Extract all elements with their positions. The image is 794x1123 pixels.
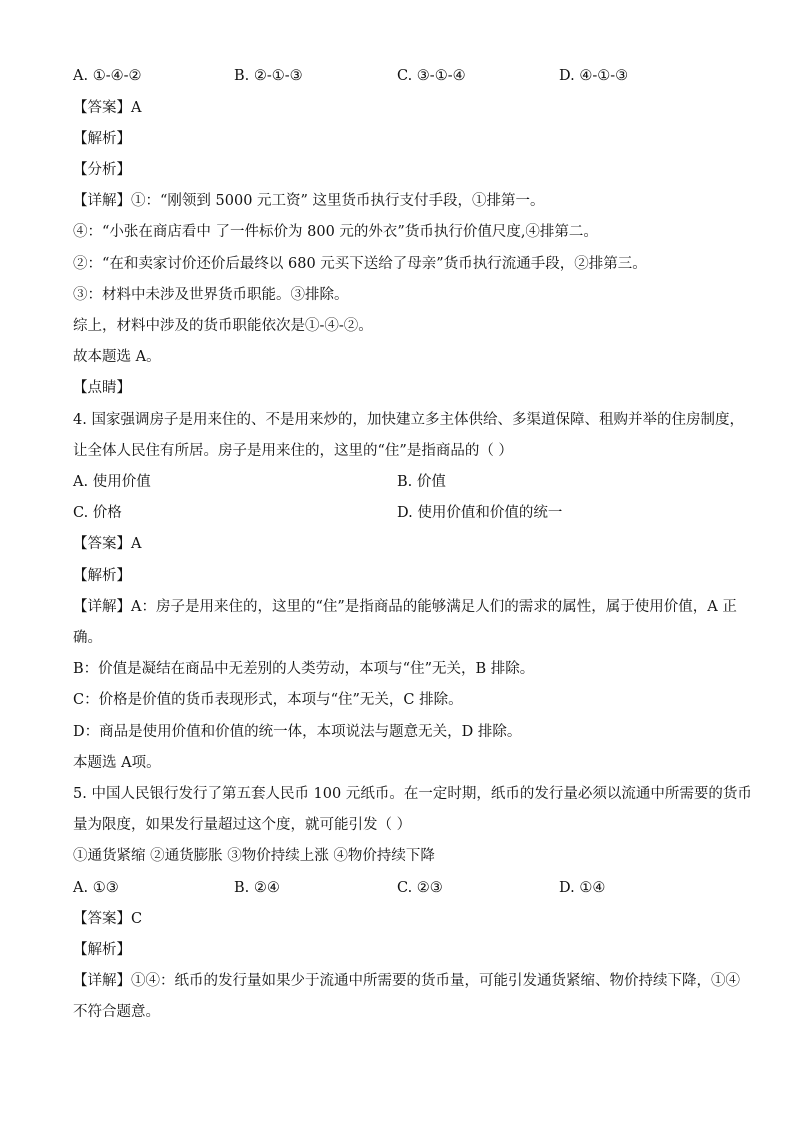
- q4-detail-line: 【详解】A：房子是用来住的，这里的“住”是指商品的能够满足人们的需求的属性，属于使用价值，A 正: [73, 599, 737, 615]
- q4-option-b: B. 价值: [397, 474, 446, 490]
- q5-detail-line: 【详解】①④：纸币的发行量如果少于流通中所需要的货币量，可能引发通货紧缩、物价持续下降，①④: [73, 973, 740, 989]
- q4-options-row-1: [73, 472, 723, 492]
- q5-detail-line: 不符合题意。: [73, 1004, 160, 1020]
- q3-detail-line: 综上，材料中涉及的货币职能依次是①-④-②。: [73, 318, 373, 334]
- q3-detail-line: 故本题选 A。: [73, 349, 161, 365]
- q5-stem-line: ①通货紧缩 ②通货膨胀 ③物价持续上涨 ④物价持续下降: [73, 848, 435, 864]
- q3-option-a: A. ①-④-②: [73, 68, 142, 84]
- q4-option-a: A. 使用价值: [73, 474, 151, 490]
- q4-detail-line: C：价格是价值的货币表现形式，本项与“住”无关，C 排除。: [73, 692, 463, 708]
- q5-answer: 【答案】C: [73, 911, 143, 927]
- q4-answer: 【答案】A: [73, 536, 142, 552]
- q5-analysis-label: 【解析】: [73, 942, 131, 958]
- q3-fenxi-label: 【分析】: [73, 162, 131, 178]
- q5-options: [73, 878, 723, 898]
- q4-stem-line: 让全体人民住有所居。房子是用来住的，这里的“住”是指商品的（ ）: [73, 443, 513, 459]
- q3-option-c: C. ③-①-④: [397, 68, 466, 84]
- q4-detail-line: B：价值是凝结在商品中无差别的人类劳动，本项与“住”无关，B 排除。: [73, 661, 535, 677]
- q4-analysis-label: 【解析】: [73, 568, 131, 584]
- q5-option-a: A. ①③: [73, 880, 119, 896]
- q3-dianjing-label: 【点睛】: [73, 380, 131, 396]
- q5-option-b: B. ②④: [234, 880, 280, 896]
- q3-detail-line: ③：材料中未涉及世界货币职能。③排除。: [73, 287, 349, 303]
- q4-options-row-2: [73, 503, 723, 523]
- q4-stem-line: 4. 国家强调房子是用来住的、不是用来炒的，加快建立多主体供给、多渠道保障、租购并举的住房制度，: [73, 412, 744, 428]
- q3-option-d: D. ④-①-③: [559, 68, 629, 84]
- q4-option-d: D. 使用价值和价值的统一: [397, 505, 563, 521]
- q3-answer: 【答案】A: [73, 100, 142, 116]
- q3-analysis-label: 【解析】: [73, 131, 131, 147]
- q4-detail-line: D：商品是使用价值和价值的统一体，本项说法与题意无关，D 排除。: [73, 724, 522, 740]
- q3-detail-line: ②：“在和卖家讨价还价后最终以 680 元买下送给了母亲”货币执行流通手段，②排第三。: [73, 256, 647, 272]
- q4-detail-line: 确。: [73, 630, 102, 646]
- q3-options: [73, 66, 723, 86]
- q5-option-c: C. ②③: [397, 880, 443, 896]
- q3-option-b: B. ②-①-③: [234, 68, 303, 84]
- q4-detail-line: 本题选 A项。: [73, 755, 161, 771]
- q5-option-d: D. ①④: [559, 880, 606, 896]
- q5-stem-line: 量为限度，如果发行量超过这个度，就可能引发（ ）: [73, 817, 412, 833]
- q3-detail-line: 【详解】①：“刚领到 5000 元工资” 这里货币执行支付手段，①排第一。: [73, 193, 545, 209]
- q3-detail-line: ④：“小张在商店看中 了一件标价为 800 元的外衣”货币执行价值尺度,④排第二。: [73, 224, 598, 240]
- q5-stem-line: 5. 中国人民银行发行了第五套人民币 100 元纸币。在一定时期，纸币的发行量必须以流通中所需要的货币: [73, 786, 752, 802]
- q4-option-c: C. 价格: [73, 505, 122, 521]
